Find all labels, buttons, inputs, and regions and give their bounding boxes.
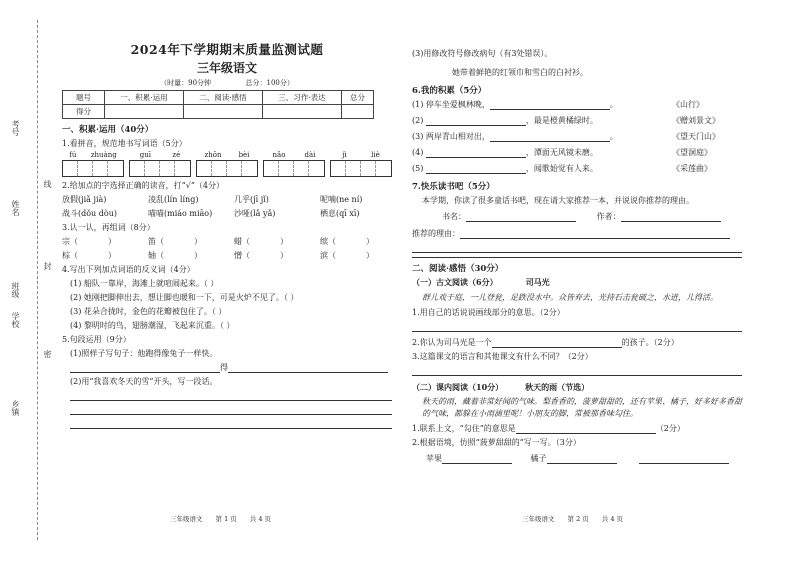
p2-q2: 2.根据语境，仿照“菠萝甜甜的”写一写。（3分） — [412, 438, 581, 447]
score-row-label: 得分 — [63, 105, 105, 119]
q7-book-author: 书名： 作者： — [442, 211, 742, 222]
score-cell[interactable] — [105, 105, 184, 119]
answer-line[interactable] — [412, 364, 742, 376]
answer-line[interactable] — [412, 320, 742, 332]
left-page — [62, 40, 392, 429]
footer-right: 三年级语文 第 2 页 共 4 页 — [522, 515, 624, 523]
exam-meta — [62, 78, 392, 88]
q6-item-3: (3) 两岸青山相对出， 。 《望天门山》 — [412, 132, 720, 141]
answer-line[interactable] — [412, 241, 742, 253]
p2-q2-answer: 苹果 橘子 — [426, 453, 742, 464]
q4-item-4: (4) 黎明时的鸟，翅膀潮湿，飞起来沉重。（ ） — [70, 321, 235, 330]
q5-1-prompt: (1)照样子写句子：他跑得像兔子一样快。 — [70, 349, 218, 358]
pinyin-word-5: jì liè — [330, 151, 392, 177]
pinyin-word-3: zhōn bèi — [196, 151, 258, 177]
score-col-1: 一、积累·运用 — [105, 91, 184, 105]
score-cell[interactable] — [184, 105, 263, 119]
q7-reason: 推荐的理由： — [412, 228, 742, 239]
q6-item-5: (5) ，闻歌始觉有人来。 《采莲曲》 — [412, 164, 712, 173]
footer-left: 三年级语文 第 1 页 共 4 页 — [170, 515, 272, 523]
section-2-title: 二、阅读·感悟（30分） — [412, 264, 504, 274]
q7-text: 本学期，你读了很多童话书吧，现在请大家推荐一本，并说说你推荐的理由。 — [422, 196, 694, 205]
binding-mark-line: 线 — [43, 180, 52, 188]
score-col-3: 三、习作·表达 — [263, 91, 342, 105]
q1-prompt: 1.看拼音，规范地书写词语（5分） — [62, 139, 187, 148]
exam-title: 2024年下学期期末质量监测试题 — [130, 42, 324, 57]
book-field[interactable] — [466, 213, 576, 222]
q6-item-2: (2) ，最是橙黄橘绿时。 《赠刘景文》 — [412, 116, 720, 125]
binding-label-school: 学校 — [11, 312, 20, 328]
answer-line[interactable] — [70, 403, 392, 415]
binding-mark-seal: 封 — [43, 262, 52, 270]
q5-2-prompt: (2)用“我喜欢冬天的雪”开头，写一段话。 — [70, 377, 218, 386]
pinyin-word-1: fú zhuàng — [62, 151, 124, 177]
pinyin-word-2: guī zé — [129, 151, 191, 177]
exam-time: （时量：90分钟 — [160, 79, 212, 87]
q4-item-1: (1) 船队一靠岸，海滩上就喧闹起来。（ ） — [70, 279, 219, 288]
q5-3-prompt: (3)用修改符号修改病句（有3处错误）。 — [412, 49, 553, 58]
author-field[interactable] — [621, 213, 721, 222]
q2-row-1: 放假(jiǎ jià) 凌乱(lín líng) 几乎(jī jǐ) 呢喃(ne ní) — [62, 195, 363, 204]
part1-heading: （一）古文阅读（6分） 司马光 — [412, 277, 550, 287]
classic-text: 群儿戏于庭，一儿登瓮，足跌没水中。众皆弃去，光持石击瓮破之，水迸，儿得活。 — [422, 293, 718, 302]
q7-prompt: 7.快乐读书吧（5分） — [412, 182, 495, 192]
pinyin-row — [62, 151, 392, 177]
p1-q3: 3.这篇课文的语言和其他课文有什么不同？（2分） — [412, 352, 593, 361]
p1-q2: 2.你认为司马光是一个 的孩子。（2分） — [412, 338, 679, 347]
binding-label-town: 乡镇 — [11, 400, 20, 416]
q3-row-1: 宗（ ） 笛（ ） 蜡（ ） 缤（ ） — [62, 237, 374, 246]
section-divider — [412, 257, 742, 258]
binding-label-name: 姓名 — [11, 200, 20, 216]
score-col-0: 题号 — [63, 91, 105, 105]
section-1-title: 一、积累·运用（40分） — [62, 125, 154, 135]
q2-prompt: 2.给加点的字选择正确的读音，打“√”（4分） — [62, 181, 224, 190]
p1-q1: 1.用自己的话说说画线部分的意思。（2分） — [412, 308, 565, 317]
q4-item-2: (2) 她刚把脚伸出去，想让脚也暖和一下，可是火炉不见了。（ ） — [70, 293, 299, 302]
answer-line[interactable] — [70, 417, 392, 429]
q5-1-answer: 得 — [70, 362, 392, 373]
score-cell[interactable] — [342, 105, 374, 119]
part2-heading: （二）课内阅读（10分） 秋天的雨（节选） — [412, 382, 590, 392]
reason-field[interactable] — [460, 230, 730, 239]
q6-item-4: (4) ，潭面无风镜未磨。 《望洞庭》 — [412, 148, 712, 157]
binding-label-exam-no: 考号 — [11, 120, 20, 136]
passage-text: 秋天的雨，藏着非常好闻的气味。梨香香的，菠萝甜甜的，还有苹果、橘子，好多好多香甜的气味，都躲在小雨滴里呢！小朋友的脚，常被那香味勾住。 — [422, 397, 742, 418]
q3-prompt: 3.认一认，再组词（8分） — [62, 223, 155, 232]
p2-q1: 1.联系上文，“勾住”的意思是 （2分） — [412, 424, 685, 433]
q2-row-2: 战斗(dǒu dòu) 喵喵(miáo miāo) 沙哑(lǎ yǎ) 栖息(qī xī) — [62, 209, 360, 218]
exam-total: 总分：100分） — [245, 79, 294, 87]
score-col-2: 二、阅读·感悟 — [184, 91, 263, 105]
q4-prompt: 4.写出下列加点词语的反义词（4分） — [62, 265, 195, 274]
q5-prompt: 5.句段运用（9分） — [62, 335, 131, 344]
answer-line[interactable] — [70, 389, 392, 401]
right-page — [412, 45, 742, 464]
q5-3-sentence: 她带着鲜艳的红领巾和雪白的白衬衫。 — [452, 68, 588, 77]
score-col-4: 总分 — [342, 91, 374, 105]
pinyin-word-4: nǎo dài — [263, 151, 325, 177]
q6-prompt: 6.我的积累（5分） — [412, 86, 487, 96]
exam-subtitle: 三年级语文 — [196, 61, 257, 75]
q6-item-1: (1) 停车坐爱枫林晚， 。 《山行》 — [412, 100, 704, 109]
q4-item-3: (3) 花朵合拢时，金色的花瓣被包住了。（ ） — [70, 307, 227, 316]
binding-label-class: 班级 — [11, 282, 20, 298]
score-cell[interactable] — [263, 105, 342, 119]
q3-row-2: 棕（ ） 轴（ ） 憎（ ） 滨（ ） — [62, 251, 374, 260]
binding-mark-secret: 密 — [43, 350, 52, 358]
binding-line — [37, 20, 38, 540]
score-table — [62, 90, 374, 119]
